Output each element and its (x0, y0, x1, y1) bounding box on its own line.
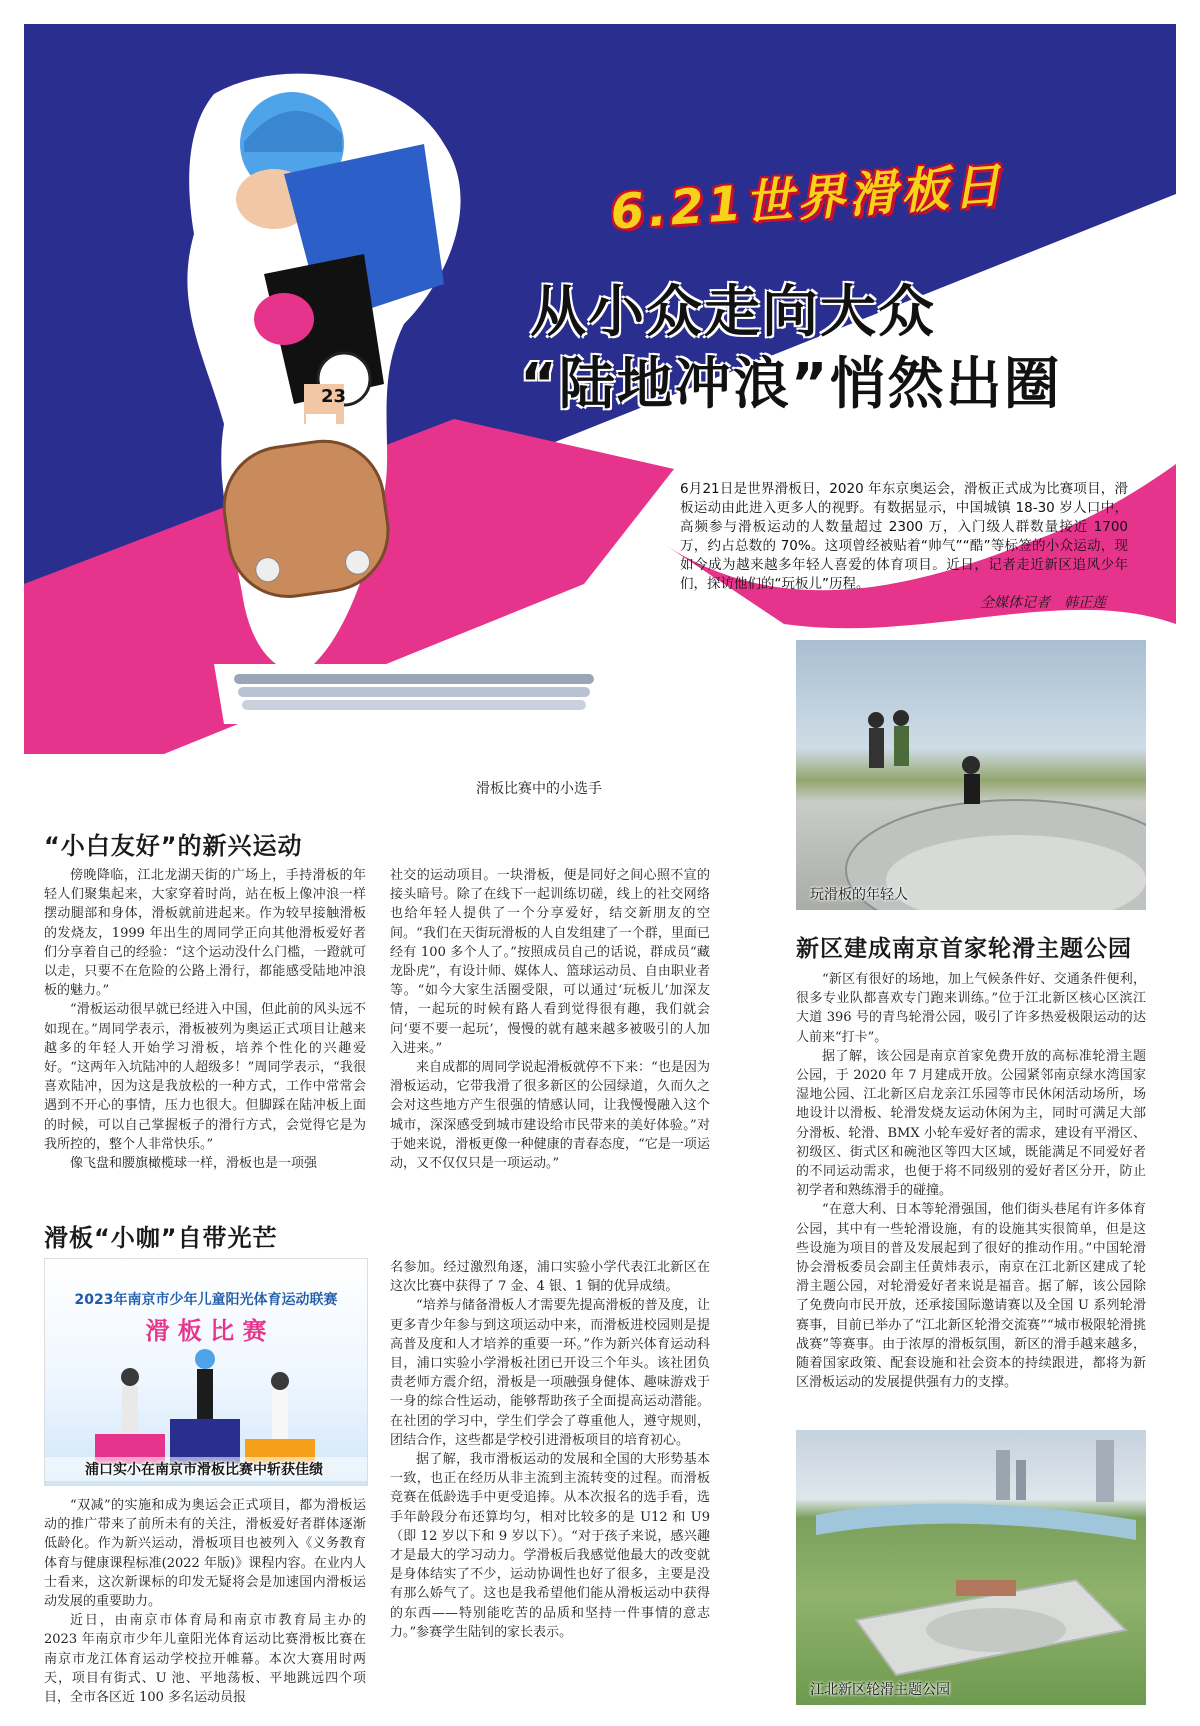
article1-col1 (44, 866, 366, 1173)
skater-bib-number: 23 (321, 386, 347, 407)
paragraph: 社交的运动项目。一块滑板，便是同好之间心照不宣的接头暗号。除了在线下一起训练切磋，线上的社交网络也给年轻人提供了一个分享爱好，结交新朋友的空间。“我们在天街玩滑板的人自发组建了一个群，里面已经有 100 多个人了。”按照成员自己的话说，群成员“藏龙卧虎”，有设计师、媒体人、篮球运动员、自由职业者等。“如今大家生活圈受限，可以通过‘玩板儿’加深友情，一起玩的时候有路人看到觉得很有趣，我们就会问‘要不要一起玩’，慢慢的就有越来越多被吸引的人加入进来。” (390, 868, 710, 1056)
paragraph: 来自成都的周同学说起滑板就停不下来：“也是因为滑板运动，它带我滑了很多新区的公园绿道，久而久之会对这些地方产生很强的情感认同，让我慢慢融入这个城市，深深感受到城市建设给市民带来的美好体验。”对于她来说，滑板更像一种健康的青春态度，“它是一项运动，又不仅仅只是一项运动。” (390, 1060, 710, 1172)
article3-body (796, 970, 1146, 1392)
skatepark-photo-top (796, 640, 1146, 910)
podium-drawing (45, 1259, 367, 1485)
paragraph: 像飞盘和腰旗橄榄球一样，滑板也是一项强 (70, 1156, 318, 1172)
competition-photo-caption: 浦口实小在南京市滑板比赛中斩获佳绩 (45, 1457, 367, 1481)
article2-col2 (390, 1258, 710, 1642)
article1-heading: “小白友好”的新兴运动 (44, 832, 303, 860)
paragraph: “滑板运动很早就已经进入中国，但此前的风头远不如现在。”周同学表示，滑板被列为奥运正式项目让越来越多的年轻人开始学习滑板，培养个性化的兴趣爱好。“这两年入坑陆冲的人超级多！”周同学表示，“我很喜欢陆冲，因为这是我放松的一种方式，工作中常常会遇到不开心的事情，压力也很大。但脚踩在陆冲板上面的时候，可以自己掌握板子的滑行方式，会觉得它是为我所控的，整个人非常快乐。” (44, 1002, 366, 1152)
paragraph: 傍晚降临，江北龙湖天街的广场上，手持滑板的年轻人们聚集起来，大家穿着时尚，站在板上像冲浪一样摆动腿部和身体，滑板就前进起来。作为较早接触滑板的发烧友，1999 年出生的周同学正向其他滑板爱好者们分享着自己的经验：“这个运动没什么门槛，一蹬就可以走，只要不在危险的公路上滑行，都能感受陆地冲浪板的魅力。” (44, 868, 366, 999)
article2-heading: 滑板“小咖”自带光芒 (44, 1224, 278, 1252)
article3-heading: 新区建成南京首家轮滑主题公园 (796, 936, 1132, 962)
photo-top-caption: 玩滑板的年轻人 (810, 887, 908, 903)
paragraph: 名参加。经过激烈角逐，浦口实验小学代表江北新区在这次比赛中获得了 7 金、4 银、1 铜的优异成绩。 (390, 1260, 710, 1295)
roller-park-drawing (796, 1430, 1146, 1705)
roller-park-photo (796, 1430, 1146, 1705)
paragraph: 据了解，我市滑板运动的发展和全国的大形势基本一致，也正在经历从非主流到主流转变的过程。而滑板竞赛在低龄选手中更受追捧。从本次报名的选手看，选手年龄段分布还算均匀，相对比较多的是 U12 和 U9（即 12 岁以下和 9 岁以下）。“对于孩子来说，感兴趣才是最大的学习动力。学滑板后我感觉他最大的改变就是身体结实了不少，运动协调性也好了很多，主要是没有那么娇气了。这也是我希望他们能从滑板运动中获得的东西——特别能吃苦的品质和坚持一件事情的意志力。”参赛学生陆钊的家长表示。 (390, 1452, 710, 1640)
lead-paragraph (680, 480, 1128, 594)
headline-line-2: “陆地冲浪”悄然出圈 (520, 352, 1062, 417)
competition-banner: 2023年南京市少年儿童阳光体育运动联赛 (74, 1292, 338, 1308)
skateboarding-day-title: 6.21世界滑板日 (608, 157, 1007, 241)
headline-line-1: 从小众走向大众 (530, 280, 936, 345)
deck-stack (234, 674, 594, 710)
paragraph: 据了解，该公园是南京首家免费开放的高标准轮滑主题公园，于 2020 年 7 月建成开放。公园紧邻南京绿水湾国家湿地公园、江北新区启龙亲江乐园等市民休闲活动场所，场地设计以滑板、轮滑发烧友运动休闲为主，同时可满足大部分滑板、轮滑、BMX 小轮车爱好者的需求，建设有平滑区、初级区、街式区和碗池区等四大区域，既能满足不同爱好者的不同运动需求，也便于将不同级别的爱好者区分开，防止初学者和熟练滑手的碰撞。 (796, 1048, 1146, 1199)
paragraph: 近日，由南京市体育局和南京市教育局主办的 2023 年南京市少年儿童阳光体育运动比赛滑板比赛在南京市龙江体育运动学校拉开帷幕。本次大赛用时两天，项目有街式、U 池、平地荡板、平地跳远四个项目，全市各区近 100 多名运动员报 (44, 1613, 366, 1706)
paragraph: “双减”的实施和成为奥运会正式项目，都为滑板运动的推广带来了前所未有的关注，滑板爱好者群体逐渐低龄化。作为新兴运动，滑板项目也被列入《义务教育体育与健康课程标准(2022 年版)》课程内容。在业内人士看来，这次新课标的印发无疑将会是加速国内滑板运动发展的重要助力。 (44, 1498, 366, 1610)
paragraph: “新区有很好的场地，加上气候条件好、交通条件便利，很多专业队都喜欢专门跑来训练。”位于江北新区核心区滨江大道 396 号的青鸟轮滑公园，吸引了许多热爱极限运动的达人前来“打卡”。 (796, 972, 1146, 1045)
paragraph: “培养与储备滑板人才需要先提高滑板的普及度，让更多青少年参与到这项运动中来，而滑板进校园则是提高普及度和人才培养的重要一环。”作为新兴体育运动科目，浦口实验小学滑板社团已开设三个年头。该社团负责老师方震介绍，滑板是一项融强身健体、趣味游戏于一身的综合性运动，能够帮助孩子全面提高运动潜能。在社团的学习中，学生们学会了尊重他人，遵守规则，团结合作，这些都是学校引进滑板项目的培育初心。 (390, 1298, 710, 1448)
skatepark-bowl-drawing (796, 640, 1146, 910)
competition-title: 滑 板 比 赛 (145, 1317, 267, 1345)
lead-text: 6月21日是世界滑板日，2020 年东京奥运会，滑板正式成为比赛项目，滑板运动由此进入更多人的视野。有数据显示，中国城镇 18-30 岁人口中，高频参与滑板运动的人数量超过 2300 万，入门级人群数量接近 1700 万，约占总数的 70%。这项曾经被贴着“帅气”“酷”等标签的小众运动，现如今成为越来越多年轻人喜爱的体育项目。近日，记者走近新区追风少年们，探访他们的“玩板儿”历程。 (680, 481, 1128, 592)
roller-park-caption: 江北新区轮滑主题公园 (810, 1682, 950, 1698)
paragraph: “在意大利、日本等轮滑强国，他们街头巷尾有许多体育公园，其中有一些轮滑设施，有的设施其实很简单，但是这些设施为项目的普及发展起到了很好的推动作用。”中国轮滑协会滑板委员会副主任黄炜表示，南京在江北新区建成了轮滑主题公园，对轮滑爱好者来说是福音。据了解，该公园除了免费向市民开放，还承接国际邀请赛以及全国 U 系列轮滑赛事，目前已举办了“江北新区轮滑交流赛”“城市极限轮滑挑战赛”等赛事。由于浓厚的滑板氛围，新区的滑手越来越多，随着国家政策、配套设施和社会资本的持续跟进，都将为新区滑板运动的发展提供强有力的支撑。 (796, 1202, 1146, 1391)
competition-photo (44, 1258, 368, 1486)
article1-col2 (390, 866, 710, 1173)
byline: 全媒体记者 韩正莲 (980, 595, 1106, 611)
hero-caption: 滑板比赛中的小选手 (476, 781, 602, 797)
article2-col1 (44, 1496, 366, 1707)
